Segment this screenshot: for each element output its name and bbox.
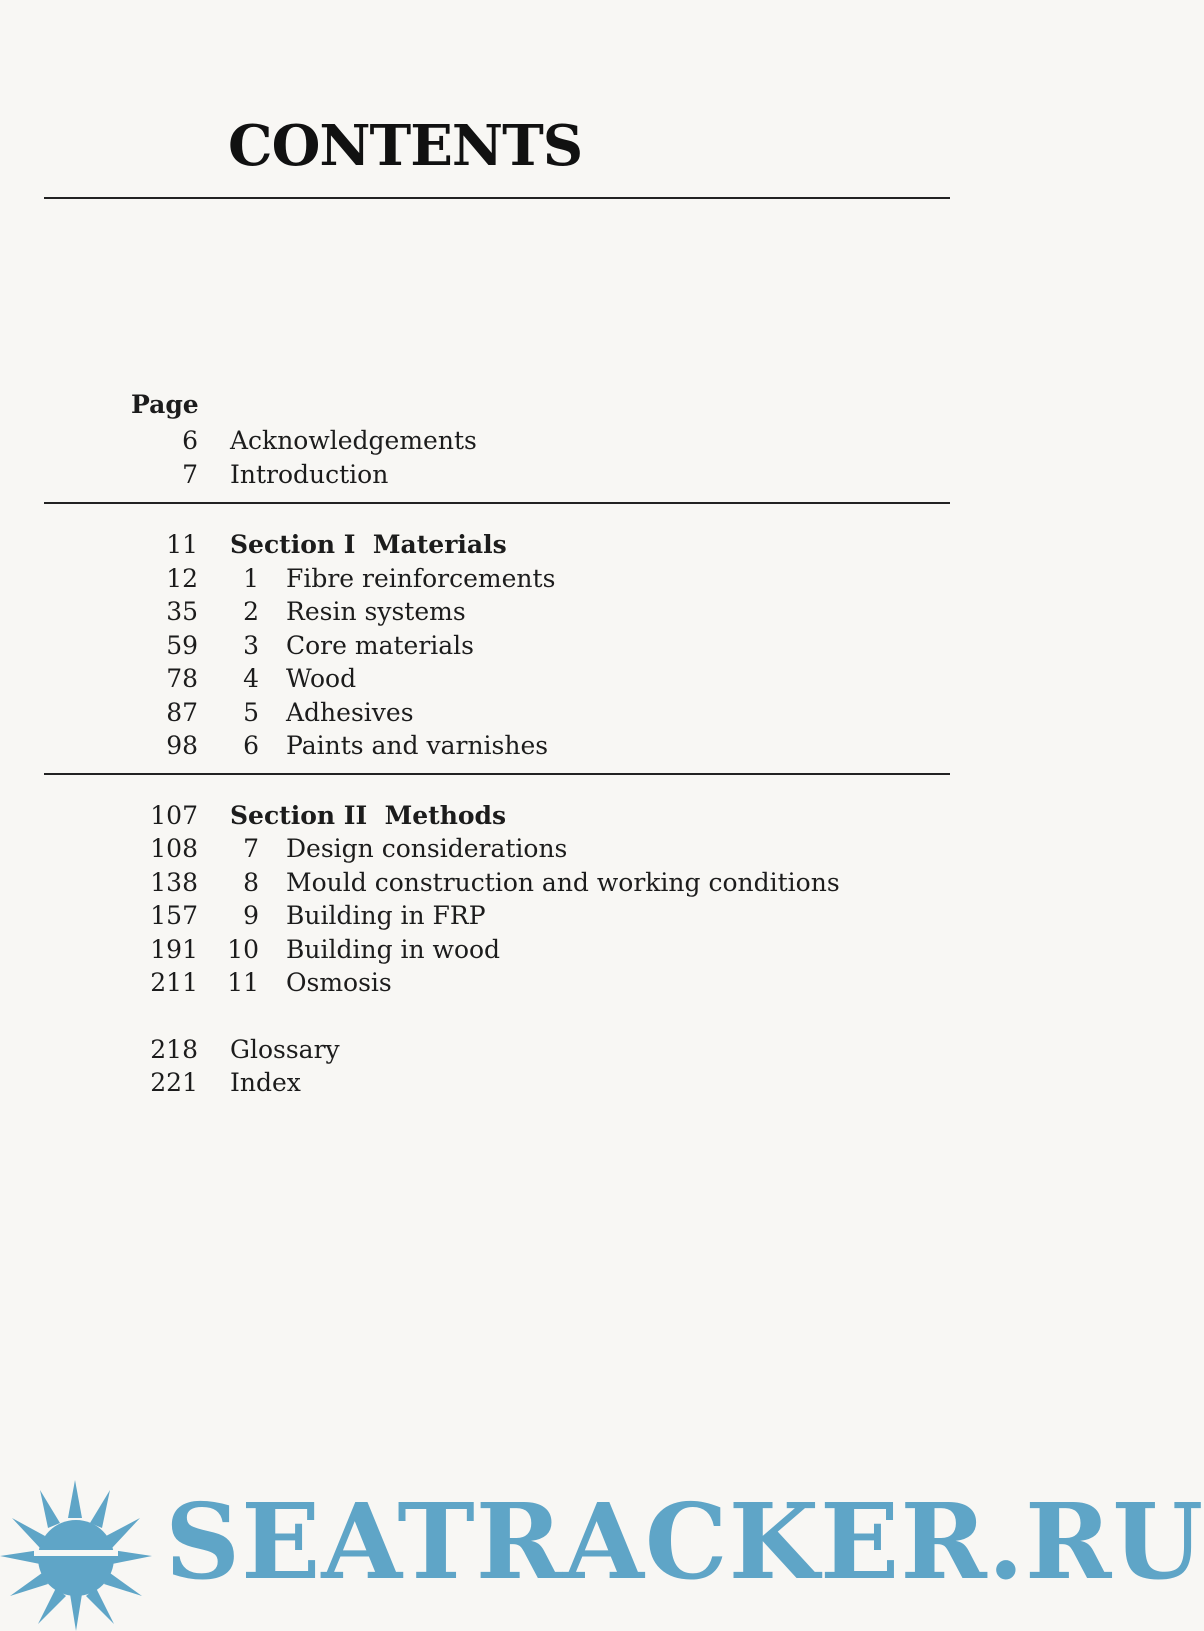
toc-chapter	[0, 832, 1051, 865]
toc-section-heading	[0, 799, 1051, 832]
chapter-number: 3	[243, 631, 259, 660]
toc-page-number: 11	[166, 530, 198, 559]
chapter-title: Osmosis	[286, 968, 392, 997]
toc-page-number: 107	[150, 801, 198, 830]
toc-chapter	[0, 662, 1051, 695]
chapter-title: Fibre reinforcements	[286, 564, 556, 593]
title-rule	[44, 197, 950, 199]
chapter-number: 1	[243, 564, 259, 593]
chapter-number: 7	[243, 834, 259, 863]
toc-chapter	[0, 866, 1051, 899]
toc-page-number: 138	[150, 868, 198, 897]
toc-entry-label: Acknowledgements	[230, 426, 477, 455]
toc-chapter	[0, 562, 1051, 595]
chapter-title: Building in FRP	[286, 901, 486, 930]
toc-entry-label: Glossary	[230, 1035, 340, 1064]
chapter-title: Design considerations	[286, 834, 568, 863]
toc-page-number: 78	[166, 664, 198, 693]
toc-page-number: 87	[166, 698, 198, 727]
toc-chapter	[0, 899, 1051, 932]
toc-entry	[0, 1066, 1051, 1099]
chapter-title: Core materials	[286, 631, 475, 660]
toc-page-number: 211	[150, 968, 198, 997]
page-column-header: Page	[131, 390, 199, 419]
toc-page-number: 108	[150, 834, 198, 863]
chapter-title: Resin systems	[286, 597, 466, 626]
toc-page-number: 59	[166, 631, 198, 660]
toc-chapter	[0, 933, 1051, 966]
toc-page-number: 221	[150, 1068, 198, 1097]
chapter-number: 10	[227, 935, 259, 964]
sun-logo-icon	[0, 1478, 170, 1631]
toc-entry-label: Index	[230, 1068, 301, 1097]
toc-entry-label: Introduction	[230, 460, 389, 489]
toc-chapter	[0, 966, 1051, 999]
toc-chapter	[0, 696, 1051, 729]
chapter-number: 9	[243, 901, 259, 930]
toc-entry	[0, 1033, 1051, 1066]
chapter-title: Adhesives	[286, 698, 414, 727]
toc-page-number: 191	[150, 935, 198, 964]
chapter-title: Paints and varnishes	[286, 731, 549, 760]
chapter-number: 5	[243, 698, 259, 727]
toc-page-number: 218	[150, 1035, 198, 1064]
toc-page-number: 35	[166, 597, 198, 626]
chapter-number: 2	[243, 597, 259, 626]
toc-entry	[0, 424, 1051, 457]
section-divider	[44, 773, 950, 775]
toc-entry	[0, 458, 1051, 491]
toc-chapter	[0, 729, 1051, 762]
page-title: CONTENTS	[228, 113, 583, 179]
toc-page-number: 12	[166, 564, 198, 593]
section-divider	[44, 502, 950, 504]
toc-section-label: Section I Materials	[230, 530, 507, 559]
toc-section-heading	[0, 528, 1051, 561]
toc-page-number: 157	[150, 901, 198, 930]
chapter-title: Building in wood	[286, 935, 501, 964]
toc-section-label: Section II Methods	[230, 801, 507, 830]
chapter-number: 11	[227, 968, 259, 997]
toc-page-number: 98	[166, 731, 198, 760]
toc-page-number: 6	[182, 426, 198, 455]
chapter-title: Wood	[286, 664, 357, 693]
toc-chapter	[0, 629, 1051, 662]
chapter-number: 6	[243, 731, 259, 760]
chapter-number: 8	[243, 868, 259, 897]
toc-chapter	[0, 595, 1051, 628]
watermark-text: SEATRACKER.RU	[165, 1480, 1204, 1603]
chapter-number: 4	[243, 664, 259, 693]
chapter-title: Mould construction and working conditions	[286, 868, 840, 897]
toc-page-number: 7	[182, 460, 198, 489]
